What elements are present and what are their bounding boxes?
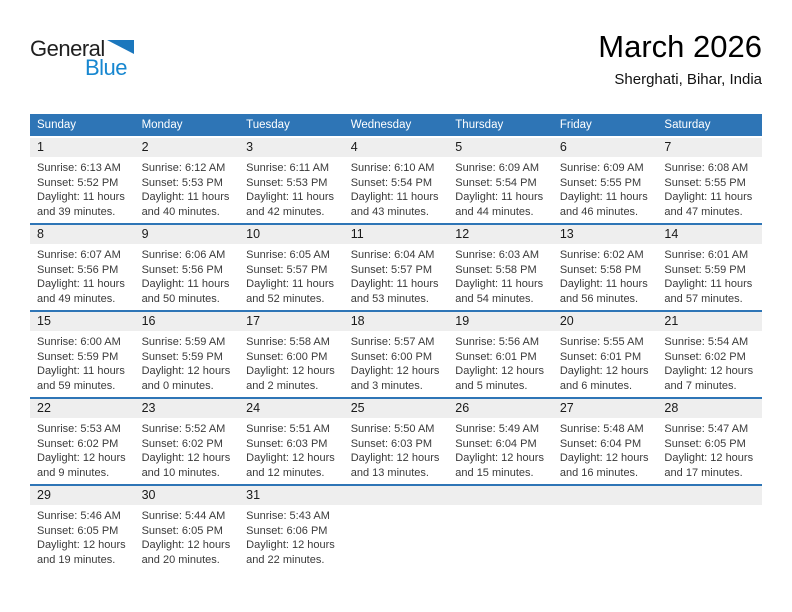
sunrise-line: Sunrise: 6:04 AM [350,249,435,261]
day-number: 3 [239,138,344,157]
daylight-line-2: and 19 minutes. [37,553,116,566]
page-header [0,0,792,102]
day-number: 11 [344,225,449,244]
sunset-line: Sunset: 5:58 PM [455,263,537,276]
weekday-header-cell-thursday: Thursday [455,119,504,131]
daylight-line-2: and 2 minutes. [246,379,319,392]
daylight-line-1: Daylight: 11 hours [559,278,648,291]
daylight-line-1: Daylight: 11 hours [559,191,648,204]
day-cell [135,312,240,397]
sunrise-line: Sunrise: 5:56 AM [455,336,540,348]
day-details [448,157,553,219]
daylight-line-1: Daylight: 11 hours [350,191,439,204]
sunset-line: Sunset: 5:53 PM [246,176,328,189]
sunset-line: Sunset: 5:55 PM [664,176,746,189]
day-number: 8 [30,225,135,244]
day-details [135,157,240,219]
month-title: March 2026 [598,29,762,64]
day-number: 21 [657,312,762,331]
sunset-line: Sunset: 5:57 PM [350,263,433,276]
daylight-line-2: and 7 minutes. [664,379,737,392]
daylight-line-2: and 47 minutes. [664,205,743,218]
daylight-line-1: Daylight: 11 hours [141,191,230,204]
day-details [448,331,553,393]
day-cell [239,486,344,571]
day-number: 22 [30,399,135,418]
daylight-line-2: and 57 minutes. [664,292,743,305]
sunrise-line: Sunrise: 5:58 AM [246,336,330,348]
daylight-line-2: and 9 minutes. [37,466,110,479]
sunrise-line: Sunrise: 5:47 AM [664,423,749,435]
day-cell [135,486,240,571]
day-cell [448,312,553,397]
sunset-line: Sunset: 5:52 PM [37,176,119,189]
sunset-line: Sunset: 5:58 PM [559,263,642,276]
day-number: 15 [30,312,135,331]
sunset-line: Sunset: 6:04 PM [559,437,642,450]
day-cell [239,138,344,223]
sunset-line: Sunset: 6:01 PM [559,350,642,363]
day-number: 4 [344,138,449,157]
week-row [30,223,762,310]
daylight-line-2: and 3 minutes. [350,379,423,392]
day-number: 23 [135,399,240,418]
day-number: 18 [344,312,449,331]
day-details [239,157,344,219]
sunset-line: Sunset: 6:04 PM [455,437,537,450]
day-cell [135,399,240,484]
daylight-line-1: Daylight: 12 hours [559,365,649,378]
day-details [30,244,135,306]
day-details [344,331,449,393]
sunrise-line: Sunrise: 5:43 AM [246,510,330,522]
day-details [30,157,135,219]
day-details [135,244,240,306]
daylight-line-1: Daylight: 12 hours [664,452,754,465]
weekday-header-cell-wednesday: Wednesday [350,119,412,131]
empty-day-cell [657,486,762,571]
daylight-line-2: and 15 minutes. [455,466,534,479]
day-number [344,486,449,505]
daylight-line-1: Daylight: 11 hours [246,191,334,204]
day-details [344,157,449,219]
sunset-line: Sunset: 5:59 PM [664,263,746,276]
day-details [135,331,240,393]
day-number: 29 [30,486,135,505]
sunset-line: Sunset: 5:56 PM [37,263,119,276]
day-number: 26 [448,399,553,418]
day-cell [448,399,553,484]
day-cell [344,399,449,484]
sunrise-line: Sunrise: 6:09 AM [559,162,644,174]
weeks-container [30,138,762,571]
logo-text-general: General [30,36,105,61]
title-block [598,30,762,88]
daylight-line-2: and 20 minutes. [141,553,220,566]
sunset-line: Sunset: 6:01 PM [455,350,537,363]
sunrise-line: Sunrise: 5:49 AM [455,423,540,435]
sunrise-line: Sunrise: 5:59 AM [141,336,226,348]
daylight-line-1: Daylight: 11 hours [37,191,125,204]
day-cell [239,399,344,484]
day-number: 25 [344,399,449,418]
daylight-line-2: and 42 minutes. [246,205,325,218]
daylight-line-2: and 59 minutes. [37,379,116,392]
sunrise-line: Sunrise: 5:48 AM [559,423,644,435]
daylight-line-1: Daylight: 11 hours [37,365,125,378]
sunset-line: Sunset: 5:54 PM [455,176,537,189]
day-details [657,331,762,393]
day-number [657,486,762,505]
sunset-line: Sunset: 6:05 PM [664,437,746,450]
sunset-line: Sunset: 6:05 PM [141,524,223,537]
calendar-table [30,114,762,571]
day-details [553,418,658,480]
daylight-line-2: and 39 minutes. [37,205,116,218]
sunrise-line: Sunrise: 5:51 AM [246,423,330,435]
daylight-line-2: and 46 minutes. [559,205,639,218]
day-number: 16 [135,312,240,331]
daylight-line-2: and 6 minutes. [559,379,632,392]
day-details [30,418,135,480]
day-number: 30 [135,486,240,505]
weekday-header-row [30,114,762,136]
daylight-line-1: Daylight: 11 hours [246,278,334,291]
sunrise-line: Sunrise: 6:03 AM [455,249,540,261]
day-cell [553,138,658,223]
day-number: 13 [553,225,658,244]
daylight-line-2: and 0 minutes. [141,379,214,392]
daylight-line-1: Daylight: 12 hours [141,539,231,552]
day-details [239,418,344,480]
daylight-line-1: Daylight: 12 hours [37,452,126,465]
daylight-line-1: Daylight: 12 hours [141,365,231,378]
sunset-line: Sunset: 6:06 PM [246,524,328,537]
day-cell [448,138,553,223]
daylight-line-2: and 52 minutes. [246,292,325,305]
day-number [448,486,553,505]
day-number: 10 [239,225,344,244]
daylight-line-2: and 53 minutes. [350,292,429,305]
general-blue-logo [30,30,134,78]
sunrise-line: Sunrise: 6:13 AM [37,162,121,174]
weekday-header-cell-sunday: Sunday [37,119,77,131]
day-cell [30,225,135,310]
day-number: 1 [30,138,135,157]
day-details [448,505,553,509]
day-number: 20 [553,312,658,331]
daylight-line-2: and 16 minutes. [559,466,639,479]
daylight-line-1: Daylight: 12 hours [350,452,440,465]
day-cell [344,225,449,310]
daylight-line-2: and 54 minutes. [455,292,534,305]
weekday-header-cell-friday: Friday [559,119,592,131]
daylight-line-1: Daylight: 11 hours [37,278,125,291]
location-subtitle: Sherghati, Bihar, India [614,71,762,88]
day-number: 6 [553,138,658,157]
day-number: 28 [657,399,762,418]
sunset-line: Sunset: 5:59 PM [37,350,119,363]
daylight-line-1: Daylight: 11 hours [455,278,544,291]
empty-day-cell [448,486,553,571]
day-details [553,505,658,509]
daylight-line-2: and 56 minutes. [559,292,639,305]
day-number: 19 [448,312,553,331]
sunrise-line: Sunrise: 6:12 AM [141,162,226,174]
day-details [657,418,762,480]
day-cell [30,312,135,397]
sunset-line: Sunset: 6:02 PM [141,437,223,450]
daylight-line-1: Daylight: 12 hours [664,365,754,378]
sunset-line: Sunset: 6:02 PM [37,437,119,450]
day-number: 12 [448,225,553,244]
sunrise-line: Sunrise: 5:54 AM [664,336,749,348]
daylight-line-1: Daylight: 11 hours [141,278,230,291]
sunset-line: Sunset: 6:03 PM [350,437,433,450]
day-details [448,244,553,306]
sunset-line: Sunset: 5:54 PM [350,176,433,189]
day-number: 9 [135,225,240,244]
day-number [553,486,658,505]
day-cell [135,138,240,223]
sunset-line: Sunset: 5:55 PM [559,176,642,189]
sunrise-line: Sunrise: 6:08 AM [664,162,749,174]
sunset-line: Sunset: 5:56 PM [141,263,223,276]
day-details [344,244,449,306]
empty-day-cell [553,486,658,571]
sunrise-line: Sunrise: 5:44 AM [141,510,226,522]
day-number: 14 [657,225,762,244]
day-number: 31 [239,486,344,505]
day-number: 27 [553,399,658,418]
daylight-line-2: and 40 minutes. [141,205,220,218]
day-cell [239,312,344,397]
daylight-line-1: Daylight: 11 hours [350,278,439,291]
sunset-line: Sunset: 6:02 PM [664,350,746,363]
daylight-line-1: Daylight: 11 hours [664,191,753,204]
daylight-line-1: Daylight: 12 hours [246,539,335,552]
day-details [30,331,135,393]
day-details [344,505,449,509]
sunset-line: Sunset: 5:53 PM [141,176,223,189]
day-details [239,244,344,306]
day-cell [239,225,344,310]
sunrise-line: Sunrise: 6:07 AM [37,249,121,261]
sunrise-line: Sunrise: 6:10 AM [350,162,435,174]
day-cell [344,138,449,223]
week-row [30,397,762,484]
day-details [135,418,240,480]
sunrise-line: Sunrise: 6:09 AM [455,162,540,174]
day-cell [30,138,135,223]
daylight-line-2: and 5 minutes. [455,379,528,392]
sunset-line: Sunset: 6:03 PM [246,437,328,450]
day-cell [657,225,762,310]
daylight-line-1: Daylight: 12 hours [37,539,126,552]
daylight-line-1: Daylight: 11 hours [664,278,753,291]
day-cell [553,312,658,397]
day-cell [448,225,553,310]
sunrise-line: Sunrise: 5:55 AM [559,336,644,348]
empty-day-cell [344,486,449,571]
day-details [239,331,344,393]
daylight-line-1: Daylight: 12 hours [350,365,440,378]
day-cell [553,225,658,310]
day-cell [657,138,762,223]
daylight-line-1: Daylight: 12 hours [141,452,231,465]
daylight-line-1: Daylight: 12 hours [246,452,335,465]
sunrise-line: Sunrise: 6:06 AM [141,249,226,261]
weekday-header-cell-monday: Monday [141,119,183,131]
daylight-line-2: and 13 minutes. [350,466,429,479]
sunrise-line: Sunrise: 5:57 AM [350,336,435,348]
sunset-line: Sunset: 5:57 PM [246,263,328,276]
day-number: 2 [135,138,240,157]
sunset-line: Sunset: 6:00 PM [350,350,433,363]
sunset-line: Sunset: 5:59 PM [141,350,223,363]
daylight-line-2: and 17 minutes. [664,466,743,479]
day-cell [344,312,449,397]
sunrise-line: Sunrise: 5:52 AM [141,423,226,435]
day-details [553,157,658,219]
weekday-header-cell-saturday: Saturday [664,119,711,131]
sunrise-line: Sunrise: 5:50 AM [350,423,435,435]
daylight-line-1: Daylight: 12 hours [246,365,335,378]
sunrise-line: Sunrise: 6:01 AM [664,249,749,261]
day-details [448,418,553,480]
day-details [344,418,449,480]
week-row [30,138,762,223]
day-number: 7 [657,138,762,157]
sunset-line: Sunset: 6:05 PM [37,524,119,537]
day-cell [657,312,762,397]
daylight-line-2: and 43 minutes. [350,205,429,218]
sunrise-line: Sunrise: 5:46 AM [37,510,121,522]
day-details [553,244,658,306]
daylight-line-2: and 44 minutes. [455,205,534,218]
day-cell [30,399,135,484]
sunset-line: Sunset: 6:00 PM [246,350,328,363]
day-cell [135,225,240,310]
sunrise-line: Sunrise: 5:53 AM [37,423,121,435]
day-details [30,505,135,567]
day-cell [553,399,658,484]
daylight-line-2: and 10 minutes. [141,466,220,479]
daylight-line-2: and 50 minutes. [141,292,220,305]
week-row [30,484,762,571]
day-cell [30,486,135,571]
day-details [135,505,240,567]
sunrise-line: Sunrise: 6:11 AM [246,162,330,174]
daylight-line-2: and 12 minutes. [246,466,325,479]
day-number: 5 [448,138,553,157]
daylight-line-1: Daylight: 12 hours [559,452,649,465]
daylight-line-1: Daylight: 12 hours [455,365,544,378]
week-row [30,310,762,397]
sunrise-line: Sunrise: 6:05 AM [246,249,330,261]
sunrise-line: Sunrise: 6:00 AM [37,336,121,348]
sunrise-line: Sunrise: 6:02 AM [559,249,644,261]
daylight-line-1: Daylight: 12 hours [455,452,544,465]
daylight-line-1: Daylight: 11 hours [455,191,544,204]
day-details [657,157,762,219]
day-details [553,331,658,393]
day-number: 24 [239,399,344,418]
logo-text-blue: Blue [85,55,128,80]
weekday-header-cell-tuesday: Tuesday [246,119,290,131]
day-number: 17 [239,312,344,331]
day-details [657,244,762,306]
daylight-line-2: and 22 minutes. [246,553,325,566]
day-details [239,505,344,567]
daylight-line-2: and 49 minutes. [37,292,116,305]
day-cell [657,399,762,484]
day-details [657,505,762,509]
